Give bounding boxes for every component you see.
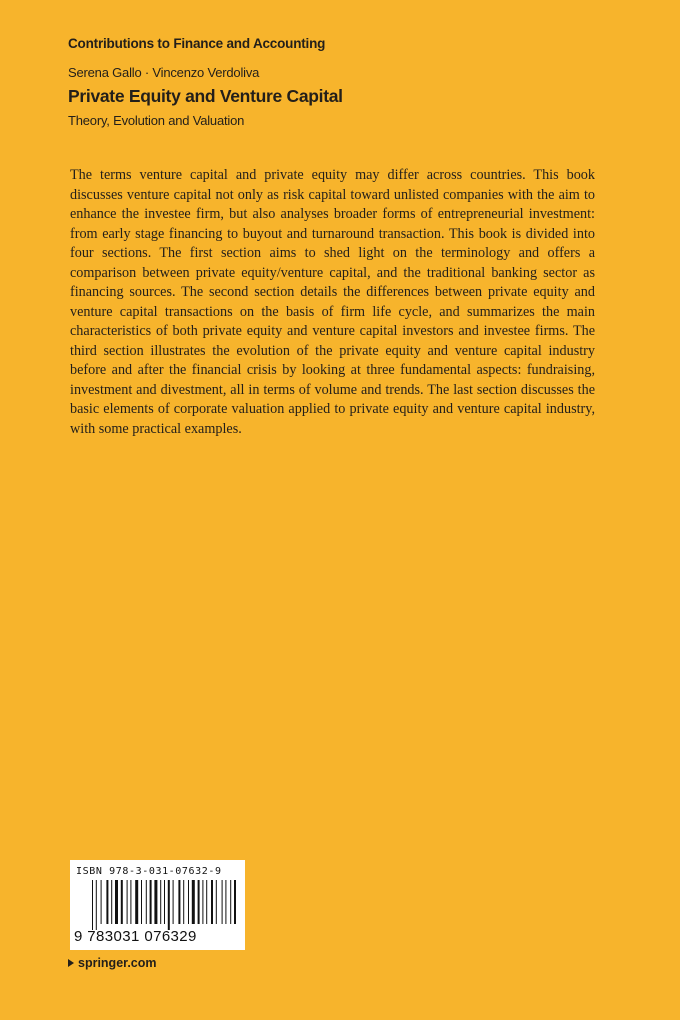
- barcode-bar: [92, 880, 93, 930]
- barcode-bar: [160, 880, 161, 924]
- barcode-bar: [222, 880, 223, 924]
- barcode-bar: [183, 880, 184, 924]
- barcode-bar: [111, 880, 112, 924]
- barcode-bar: [106, 880, 108, 924]
- barcode-bar: [178, 880, 180, 924]
- barcode-bar: [101, 880, 102, 924]
- book-description: The terms venture capital and private equity may differ across countries. This book discusses venture capital not only as risk capital toward unlisted companies with the aim to enhance the investee firm, but also analyses broader forms of entrepreneurial investment: from early stage financing to buyout and turnaround transaction. This book is divided into four sections. The first section aims to shed light on the terminology and offers a comparison between private equity/venture capital, and the traditional banking sector as financing sources. The second section details the differences between private equity and venture capital transactions on the basis of firm life cycle, and summarizes the main characteristics of both private equity and venture capital investors and investee firms. The third section illustrates the evolution of the private equity and venture capital industry before and after the financial crisis by looking at three fundamental aspects: fundraising, investment and divestment, all in terms of volume and trends. The last section discusses the basic elements of corporate valuation applied to private equity and venture capital industry, with some practical examples.: [70, 167, 595, 437]
- barcode-bar: [96, 880, 97, 930]
- isbn-label: ISBN 978-3-031-07632-9: [76, 866, 222, 877]
- barcode-bar: [173, 880, 174, 924]
- barcode-bar: [121, 880, 123, 924]
- barcode-bar: [150, 880, 152, 924]
- barcode-bar: [130, 880, 131, 924]
- barcode-bar: [206, 880, 207, 924]
- arrow-right-icon: [68, 959, 74, 967]
- barcode-bar: [154, 880, 157, 924]
- barcode-bar: [188, 880, 189, 924]
- book-title: Private Equity and Venture Capital: [68, 86, 343, 106]
- barcode-bar: [216, 880, 217, 924]
- barcode-bar: [202, 880, 203, 924]
- barcode-digits: 9 783031 076329: [74, 928, 197, 945]
- book-authors: Serena Gallo · Vincenzo Verdoliva: [68, 65, 260, 80]
- barcode-bar: [127, 880, 128, 924]
- isbn-barcode: [70, 860, 245, 950]
- barcode-bar: [211, 880, 213, 924]
- publisher-url[interactable]: springer.com: [78, 956, 157, 970]
- barcode-bar: [115, 880, 118, 924]
- barcode-bar: [198, 880, 200, 924]
- barcode-bar: [225, 880, 226, 924]
- publisher-link[interactable]: [68, 956, 157, 970]
- barcode-bar: [230, 880, 231, 924]
- barcode-bar: [135, 880, 138, 924]
- series-title: Contributions to Finance and Accounting: [68, 36, 326, 51]
- barcode-bar: [141, 880, 142, 924]
- barcode-bar: [168, 880, 170, 930]
- barcode-bar: [146, 880, 147, 924]
- book-subtitle: Theory, Evolution and Valuation: [68, 113, 245, 128]
- barcode-bar: [164, 880, 165, 924]
- barcode-bar: [234, 880, 236, 924]
- barcode-bar: [192, 880, 195, 924]
